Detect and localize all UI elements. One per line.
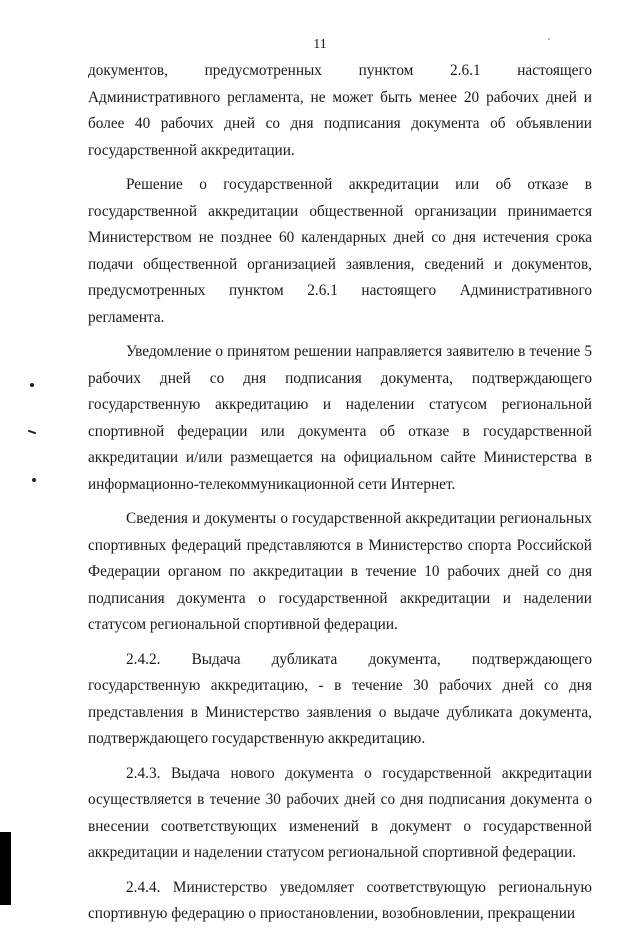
document-body xyxy=(88,58,592,936)
paragraph-1: документов, предусмотренных пунктом 2.6.1 настоящего Административного регламента, не может быть менее 20 рабочих дней и более 40 рабочих дней со дня подписания документа об объявлении государственной аккредитации. xyxy=(88,62,592,159)
paragraph-7: 2.4.4. Министерство уведомляет соответствующую региональную спортивную федерацию о приостановлении, возобновлении, прекращении xyxy=(88,878,592,922)
paragraph-2: Решение о государственной аккредитации или об отказе в государственной аккредитации общественной организации принимается Министерством не позднее 60 календарных дней со дня истечения срока подачи общественной организацией заявления, сведений и документов, предусмотренных пунктом 2.6.1 настоящего Административного регламента. xyxy=(88,176,592,326)
paragraph-5: 2.4.2. Выдача дубликата документа, подтверждающего государственную аккредитацию, - в течение 30 рабочих дней со дня представления в Министерство заявления о выдаче дубликата документа, подтверждающего государственную аккредитацию. xyxy=(88,650,592,747)
scan-edge-bar xyxy=(0,832,11,905)
paragraph-6: 2.4.3. Выдача нового документа о государственной аккредитации осуществляется в течение 30 рабочих дней со дня подписания документа о внесении соответствующих изменений в документ о государственной аккредитации и наделении статусом региональной спортивной федерации. xyxy=(88,764,592,861)
paragraph-3: Уведомление о принятом решении направляется заявителю в течение 5 рабочих дней со дня подписания документа, подтверждающего государственную аккредитацию и наделении статусом региональной спортивной федерации или документа об отказе в государственной аккредитации и/или размещается на официальном сайте Министерства в информационно-телекоммуникационной сети Интернет. xyxy=(88,343,592,493)
page-number: 11 xyxy=(313,37,327,52)
scan-mark-1 xyxy=(30,383,34,387)
scan-mark-3 xyxy=(32,478,36,482)
paragraph-4: Сведения и документы о государственной аккредитации региональных спортивных федераций представляются в Министерство спорта Российской Федерации органом по аккредитации в течение 10 рабочих дней со дня подписания документа о государственной аккредитации и наделении статусом региональной спортивной федерации. xyxy=(88,510,592,633)
scan-speck xyxy=(548,38,550,40)
scan-mark-2 xyxy=(28,430,36,435)
